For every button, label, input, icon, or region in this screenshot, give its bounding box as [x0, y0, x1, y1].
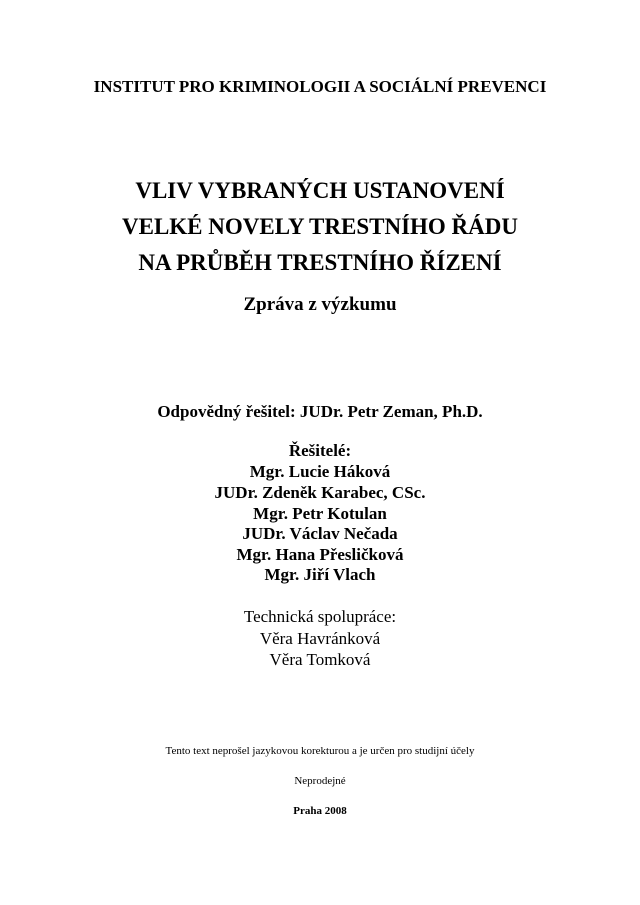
lead-researcher: Odpovědný řešitel: JUDr. Petr Zeman, Ph.D.	[157, 402, 483, 421]
technical-staff-name: Věra Tomková	[269, 650, 371, 669]
solver-name: JUDr. Václav Nečada	[242, 524, 398, 543]
report-subtitle: Zpráva z výzkumu	[243, 294, 397, 315]
solver-name: Mgr. Jiří Vlach	[264, 565, 376, 584]
report-title-line-2: VELKÉ NOVELY TRESTNÍHO ŘÁDU	[122, 214, 518, 239]
technical-cooperation-heading: Technická spolupráce:	[243, 607, 397, 626]
solver-name: Mgr. Lucie Háková	[249, 462, 391, 481]
solver-name: Mgr. Hana Přesličková	[236, 545, 404, 564]
solvers-heading: Řešitelé:	[288, 441, 352, 460]
solver-name: Mgr. Petr Kotulan	[253, 504, 387, 523]
not-for-sale-note: Neprodejné	[294, 775, 346, 787]
technical-staff-name: Věra Havránková	[259, 629, 381, 648]
report-title-line-1: VLIV VYBRANÝCH USTANOVENÍ	[135, 178, 505, 203]
proofreading-note: Tento text neprošel jazykovou korekturou a je určen pro studijní účely	[165, 745, 475, 757]
solver-name: JUDr. Zdeněk Karabec, CSc.	[214, 483, 426, 502]
report-title-line-3: NA PRŮBĚH TRESTNÍHO ŘÍZENÍ	[138, 250, 502, 275]
place-and-year: Praha 2008	[293, 805, 347, 817]
institute-name: INSTITUT PRO KRIMINOLOGII A SOCIÁLNÍ PREVENCI	[93, 77, 547, 96]
